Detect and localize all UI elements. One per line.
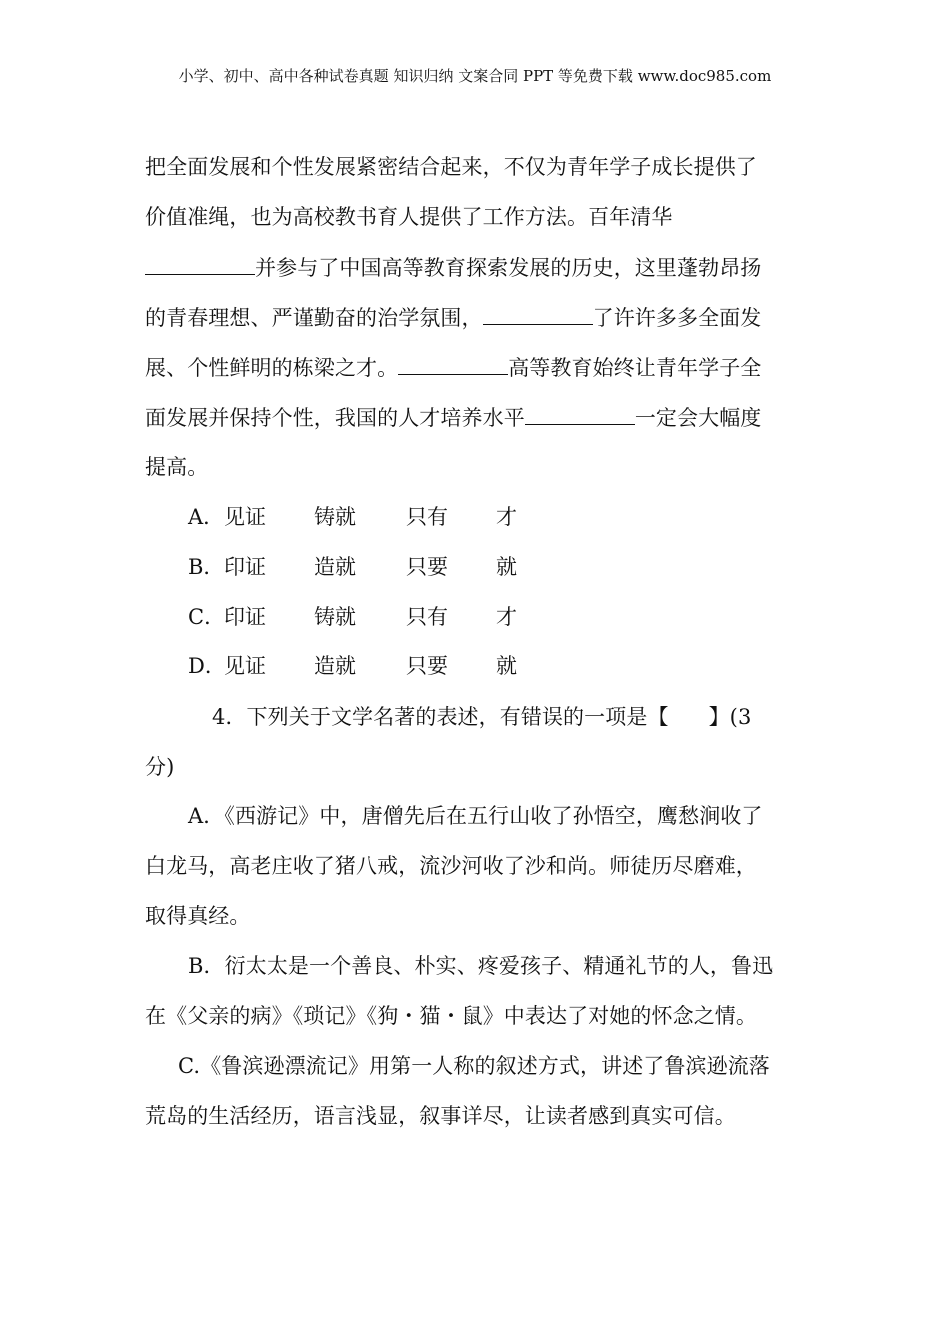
q4-stem (212, 702, 751, 732)
q4-option-b-line-1: B．衍太太是一个善良、朴实、疼爱孩子、精通礼节的人，鲁迅 (188, 954, 774, 978)
passage-line-2: 价值准绳，也为高校教书育人提供了工作方法。百年清华 (145, 205, 673, 229)
passage-line-5-text-b: 高等教育始终让青年学子全 (508, 356, 762, 380)
option-word-2: 铸就 (314, 605, 356, 629)
option-word-4: 才 (496, 505, 517, 529)
option-letter: C． (188, 605, 226, 629)
passage-line-3-text: 并参与了中国高等教育探索发展的历史，这里蓬勃昂扬 (255, 256, 762, 280)
option-word-3: 只要 (406, 555, 448, 579)
option-word-4: 才 (496, 605, 517, 629)
page-header-banner: 小学、初中、高中各种试卷真题 知识归纳 文案合同 PPT 等免费下载 www.doc985.com (178, 67, 772, 85)
q4-option-c-line-1: C.《鲁滨逊漂流记》用第一人称的叙述方式，讲述了鲁滨逊流落 (178, 1054, 770, 1078)
q4-option-c-line-2: 荒岛的生活经历，语言浅显，叙事详尽，让读者感到真实可信。 (145, 1104, 736, 1128)
option-letter: A． (188, 505, 225, 529)
option-word-1: 见证 (224, 654, 266, 678)
passage-line-5 (145, 352, 761, 383)
q4-option-b-line-2: 在《父亲的病》《琐记》《狗・猫・鼠》中表达了对她的怀念之情。 (145, 1004, 757, 1028)
option-word-3: 只要 (406, 654, 448, 678)
option-word-2: 铸就 (314, 505, 356, 529)
option-word-2: 造就 (314, 555, 356, 579)
option-word-3: 只有 (406, 505, 448, 529)
option-word-1: 印证 (224, 555, 266, 579)
passage-line-4-text-a: 的青春理想、严谨勤奋的治学氛围， (145, 306, 483, 330)
passage-line-4-text-b: 了许许多多全面发 (592, 306, 762, 330)
fill-blank-2 (483, 302, 593, 325)
option-word-3: 只有 (406, 605, 448, 629)
q3-option-a (188, 502, 517, 532)
option-word-2: 造就 (314, 654, 356, 678)
passage-line-6-text-a: 面发展并保持个性，我国的人才培养水平 (145, 406, 525, 430)
option-word-1: 印证 (224, 605, 266, 629)
option-letter: B． (188, 555, 225, 579)
option-letter: D． (188, 654, 226, 678)
fill-blank-3 (398, 352, 508, 375)
q4-option-a-line-3: 取得真经。 (145, 904, 251, 928)
option-word-1: 见证 (224, 505, 266, 529)
passage-line-6 (145, 402, 761, 433)
passage-line-3 (145, 252, 761, 283)
option-word-4: 就 (496, 555, 517, 579)
fill-blank-4 (525, 402, 635, 425)
fill-blank-1 (145, 252, 255, 275)
passage-line-7: 提高。 (145, 455, 209, 479)
q3-option-c (188, 602, 517, 632)
q4-option-a-line-2: 白龙马，高老庄收了猪八戒，流沙河收了沙和尚。师徒历尽磨难， (145, 854, 757, 878)
q4-stem-text: 4．下列关于文学名著的表述，有错误的一项是【 (212, 705, 669, 729)
q3-option-d (188, 651, 517, 681)
q4-option-a-line-1: A．《西游记》中，唐僧先后在五行山收了孙悟空，鹰愁涧收了 (188, 804, 763, 828)
passage-line-6-text-b: 一定会大幅度 (634, 406, 762, 430)
q4-stem-continued: 分) (145, 755, 175, 779)
q4-stem-score: 】(3 (708, 705, 752, 729)
passage-line-1: 把全面发展和个性发展紧密结合起来，不仅为青年学子成长提供了 (145, 155, 757, 179)
passage-line-4 (145, 302, 761, 333)
passage-line-5-text-a: 展、个性鲜明的栋梁之才。 (145, 356, 399, 380)
q3-option-b (188, 552, 517, 582)
option-word-4: 就 (496, 654, 517, 678)
